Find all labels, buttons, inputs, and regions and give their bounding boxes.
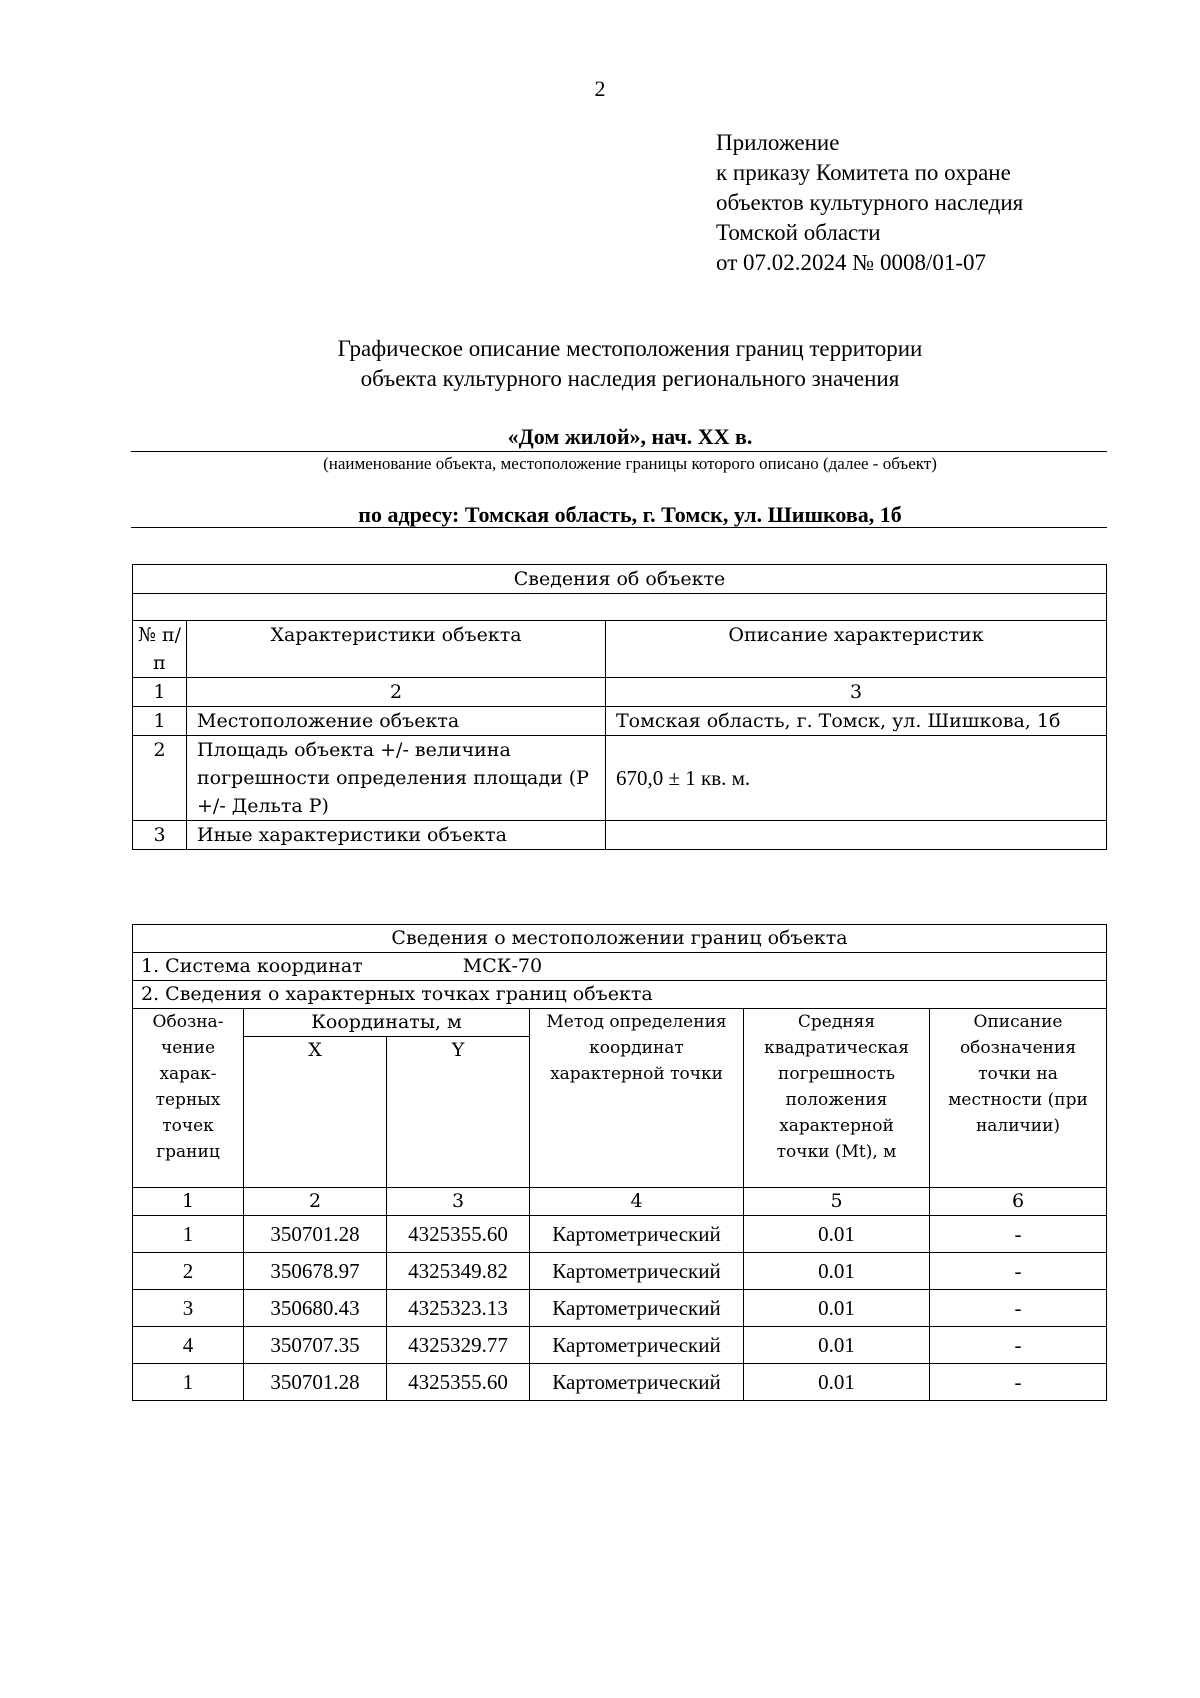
header-description: Описание характеристик — [606, 621, 1107, 678]
column-numbers-row — [133, 1188, 1107, 1216]
title-line: объекта культурного наследия регионального значения — [360, 366, 900, 391]
table-header-row — [133, 621, 1107, 678]
header-method: Метод определения координат характерной точки — [530, 1009, 744, 1188]
row-characteristic: Площадь объекта +/- величина погрешности определения площади (P +/- Дельта P) — [187, 736, 606, 821]
appendix-line: Приложение — [716, 130, 840, 155]
address-underline — [131, 527, 1107, 528]
coordinate-x: 350680.43 — [244, 1290, 387, 1327]
row-description: Томская область, г. Томск, ул. Шишкова, 1б — [606, 707, 1107, 736]
row-description — [606, 821, 1107, 850]
row-num: 2 — [133, 736, 187, 821]
object-info-table — [132, 564, 1107, 850]
coordinate-y: 4325329.77 — [387, 1327, 530, 1364]
table-row — [133, 1290, 1107, 1327]
column-number: 6 — [930, 1188, 1107, 1216]
table-header-row — [133, 1009, 1107, 1037]
method: Картометрический — [530, 1364, 744, 1401]
coordinate-x: 350701.28 — [244, 1364, 387, 1401]
appendix-line: Томской области — [716, 220, 881, 245]
table-title: Сведения о местоположении границ объекта — [133, 925, 1107, 953]
row-characteristic: Иные характеристики объекта — [187, 821, 606, 850]
coordinate-y: 4325355.60 — [387, 1216, 530, 1253]
points-label: 2. Сведения о характерных точках границ объекта — [133, 981, 1107, 1009]
table-row — [133, 1364, 1107, 1401]
point-number: 1 — [133, 1216, 244, 1253]
coordinate-y: 4325323.13 — [387, 1290, 530, 1327]
column-number: 4 — [530, 1188, 744, 1216]
method: Картометрический — [530, 1290, 744, 1327]
column-number: 2 — [187, 678, 606, 707]
point-number: 2 — [133, 1253, 244, 1290]
table-row — [133, 1327, 1107, 1364]
header-coordinates: Координаты, м — [244, 1009, 530, 1037]
method: Картометрический — [530, 1216, 744, 1253]
coordinate-y: 4325355.60 — [387, 1364, 530, 1401]
blank-cell — [133, 594, 1107, 621]
table-row — [133, 707, 1107, 736]
coordinate-x: 350678.97 — [244, 1253, 387, 1290]
header-num: № п/п — [133, 621, 187, 678]
row-num: 1 — [133, 707, 187, 736]
point-description: - — [930, 1216, 1107, 1253]
table-row — [133, 1253, 1107, 1290]
appendix-line: объектов культурного наследия — [716, 190, 1024, 215]
appendix-date-line: от 07.02.2024 № 0008/01-07 — [716, 250, 986, 275]
table-row — [133, 736, 1107, 821]
boundary-coordinates-table — [132, 924, 1107, 1401]
table-title-row — [133, 565, 1107, 594]
header-designation: Обозна-чение харак-терных точек границ — [133, 1009, 244, 1188]
point-description: - — [930, 1364, 1107, 1401]
column-number: 5 — [744, 1188, 930, 1216]
column-number: 3 — [387, 1188, 530, 1216]
mean-error: 0.01 — [744, 1216, 930, 1253]
mean-error: 0.01 — [744, 1364, 930, 1401]
coordinate-x: 350707.35 — [244, 1327, 387, 1364]
coordinate-system-label: 1. Система координат — [141, 955, 363, 977]
point-number: 1 — [133, 1364, 244, 1401]
header-error: Средняя квадратическая погрешность положения характерной точки (Mt), м — [744, 1009, 930, 1188]
table-title-row — [133, 925, 1107, 953]
header-x: X — [244, 1037, 387, 1188]
column-number: 1 — [133, 1188, 244, 1216]
appendix-line: к приказу Комитета по охране — [716, 160, 1011, 185]
coordinate-system-row — [133, 953, 1107, 981]
coordinate-system-value: МСК-70 — [462, 955, 543, 977]
point-description: - — [930, 1253, 1107, 1290]
method: Картометрический — [530, 1253, 744, 1290]
table-row — [133, 821, 1107, 850]
column-numbers-row — [133, 678, 1107, 707]
mean-error: 0.01 — [744, 1290, 930, 1327]
coordinate-x: 350701.28 — [244, 1216, 387, 1253]
table-blank-row — [133, 594, 1107, 621]
mean-error: 0.01 — [744, 1327, 930, 1364]
table-row — [133, 1216, 1107, 1253]
method: Картометрический — [530, 1327, 744, 1364]
row-description: 670,0 ± 1 кв. м. — [606, 736, 1107, 821]
header-y: Y — [387, 1037, 530, 1188]
object-name-caption: (наименование объекта, местоположение границы которого описано (далее - объект) — [323, 454, 937, 473]
mean-error: 0.01 — [744, 1253, 930, 1290]
header-characteristic: Характеристики объекта — [187, 621, 606, 678]
page-number: 2 — [594, 76, 606, 101]
header-description: Описание обозначения точки на местности (при наличии) — [930, 1009, 1107, 1188]
object-name: «Дом жилой», нач. XX в. — [507, 424, 753, 449]
object-name-underline — [131, 451, 1107, 452]
point-number: 4 — [133, 1327, 244, 1364]
object-address: по адресу: Томская область, г. Томск, ул. Шишкова, 1б — [358, 502, 902, 527]
row-num: 3 — [133, 821, 187, 850]
points-label-row — [133, 981, 1107, 1009]
coordinate-system — [133, 953, 1107, 981]
point-description: - — [930, 1290, 1107, 1327]
table-title: Сведения об объекте — [133, 565, 1107, 594]
row-characteristic: Местоположение объекта — [187, 707, 606, 736]
column-number: 1 — [133, 678, 187, 707]
point-description: - — [930, 1327, 1107, 1364]
title-line: Графическое описание местоположения границ территории — [337, 336, 923, 361]
coordinate-y: 4325349.82 — [387, 1253, 530, 1290]
document-title — [0, 334, 1200, 394]
column-number: 3 — [606, 678, 1107, 707]
column-number: 2 — [244, 1188, 387, 1216]
point-number: 3 — [133, 1290, 244, 1327]
appendix-block — [716, 128, 1023, 278]
